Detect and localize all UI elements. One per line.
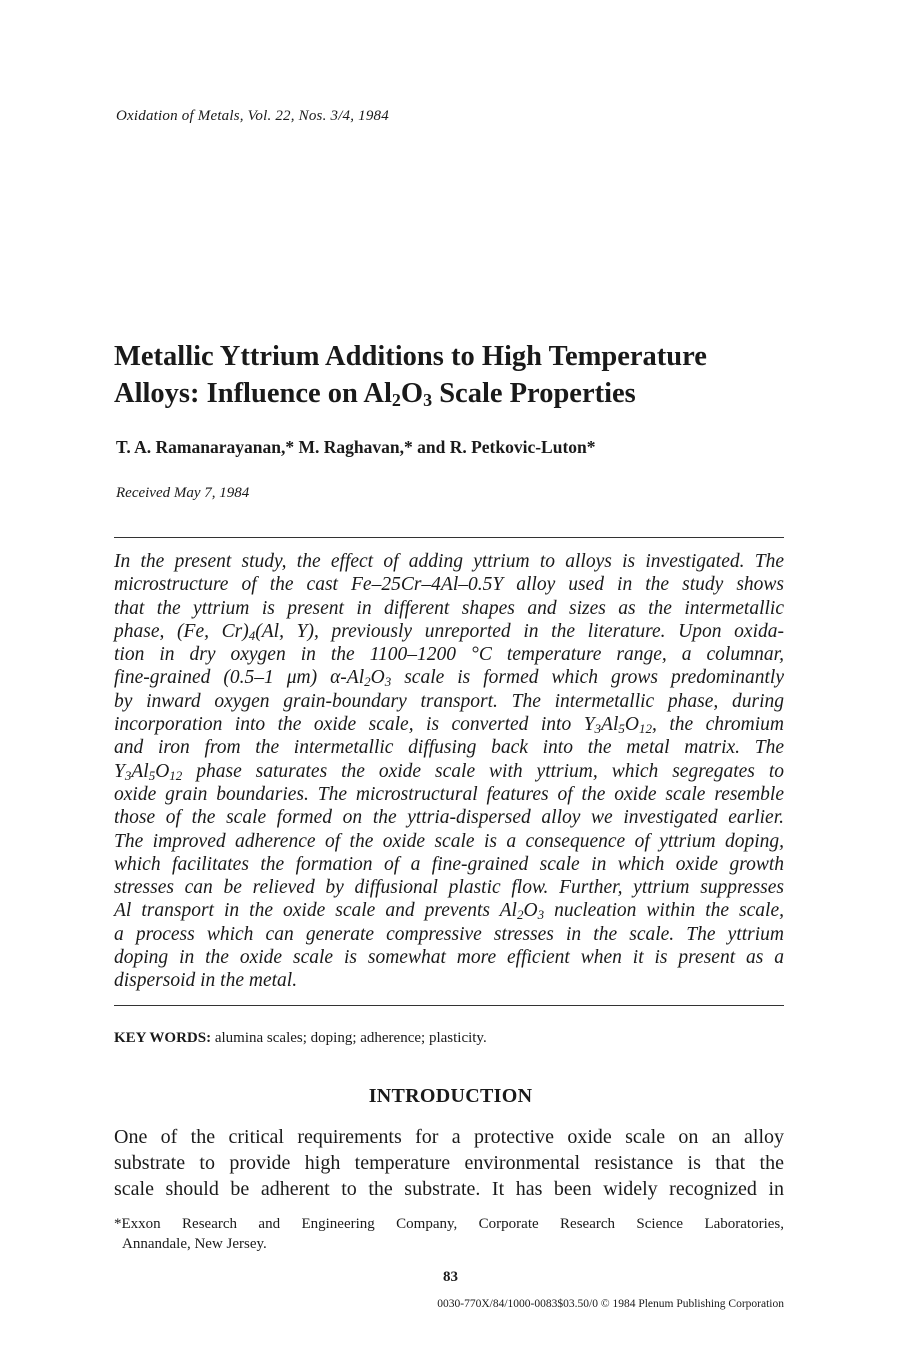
abstract-line: those of the scale formed on the yttria-dispersed alloy we investigated earlier. [114, 807, 784, 829]
keywords-text: alumina scales; doping; adherence; plasticity. [211, 1030, 487, 1046]
received-date: Received May 7, 1984 [116, 485, 250, 501]
abstract-line: that the yttrium is present in different shapes and sizes as the intermetallic [114, 597, 784, 619]
abstract-line: dispersoid in the metal. [114, 970, 298, 992]
abstract-line: which facilitates the formation of a fine-grained scale in which oxide growth [114, 853, 784, 875]
abstract-line: and iron from the intermetallic diffusing back into the metal matrix. The [114, 737, 784, 759]
body-line: scale should be adherent to the substrate. It has been widely recognized in [114, 1178, 784, 1200]
title-line-1: Metallic Yttrium Additions to High Temperature [114, 341, 707, 372]
abstract-line: a process which can generate compressive stresses in the scale. The yttrium [114, 923, 784, 945]
footnote-line: Annandale, New Jersey. [122, 1236, 267, 1252]
copyright-line: 0030-770X/84/1000-0083$03.50/0 © 1984 Plenum Publishing Corporation [437, 1298, 784, 1310]
abstract-line: $Y_3Al_5O_{12}$ phase saturates the oxide scale with yttrium, which segregates to [114, 760, 784, 783]
paper-title [114, 338, 814, 412]
body-line: One of the critical requirements for a protective oxide scale on an alloy [114, 1126, 784, 1148]
abstract [114, 550, 784, 993]
abstract-line: by inward oxygen grain-boundary transport. The intermetallic phase, during [114, 690, 784, 712]
abstract-line: In the present study, the effect of adding yttrium to alloys is investigated. The [114, 551, 784, 572]
abstract-line: The improved adherence of the oxide scale is a consequence of yttrium doping, [114, 830, 784, 852]
section-heading-introduction: INTRODUCTION [368, 1085, 533, 1107]
abstract-line: microstructure of the cast Fe–25Cr–4Al–0.5Y alloy used in the study shows [114, 574, 784, 596]
abstract-line: stresses can be relieved by diffusional plastic flow. Further, yttrium suppresses [114, 877, 784, 899]
abstract-line: doping in the oxide scale is somewhat more efficient when it is present as a [114, 947, 784, 969]
author-list: T. A. Ramanarayanan,* M. Raghavan,* and R. Petkovic-Luton* [116, 437, 596, 457]
abstract-line: oxide grain boundaries. The microstructural features of the oxide scale resemble [114, 783, 784, 805]
keywords-label: KEY WORDS: [114, 1030, 212, 1046]
body-line: substrate to provide high temperature environmental resistance is that the [114, 1152, 784, 1174]
keywords [114, 1030, 487, 1047]
title-line-2: Alloys: Influence on $Al_2O_3$ Scale Properties [114, 378, 636, 410]
introduction-text [114, 1124, 784, 1202]
abstract-top-rule [114, 537, 784, 538]
abstract-line: Al transport in the oxide scale and prevents $Al_2O_3$ nucleation within the scale, [114, 900, 784, 923]
page-number: 83 [443, 1269, 458, 1285]
abstract-bottom-rule [114, 1005, 784, 1006]
abstract-line: fine-grained (0.5–1 μm) $\alpha-Al_2O_3$ scale is formed which grows predominantly [114, 667, 784, 690]
abstract-line: tion in dry oxygen in the 1100–1200 °C temperature range, a columnar, [114, 644, 784, 666]
abstract-line: phase, (Fe, $Cr)_4(Al$, Y), previously unreported in the literature. Upon oxida- [114, 620, 784, 643]
affiliation-footnote [114, 1214, 784, 1254]
footnote-line: *Exxon Research and Engineering Company, Corporate Research Science Laboratories, [114, 1216, 784, 1232]
journal-citation: Oxidation of Metals, Vol. 22, Nos. 3/4, 1984 [116, 108, 389, 124]
abstract-line: incorporation into the oxide scale, is converted into $Y_3Al_5O_{12}$, the chromium [114, 714, 784, 737]
